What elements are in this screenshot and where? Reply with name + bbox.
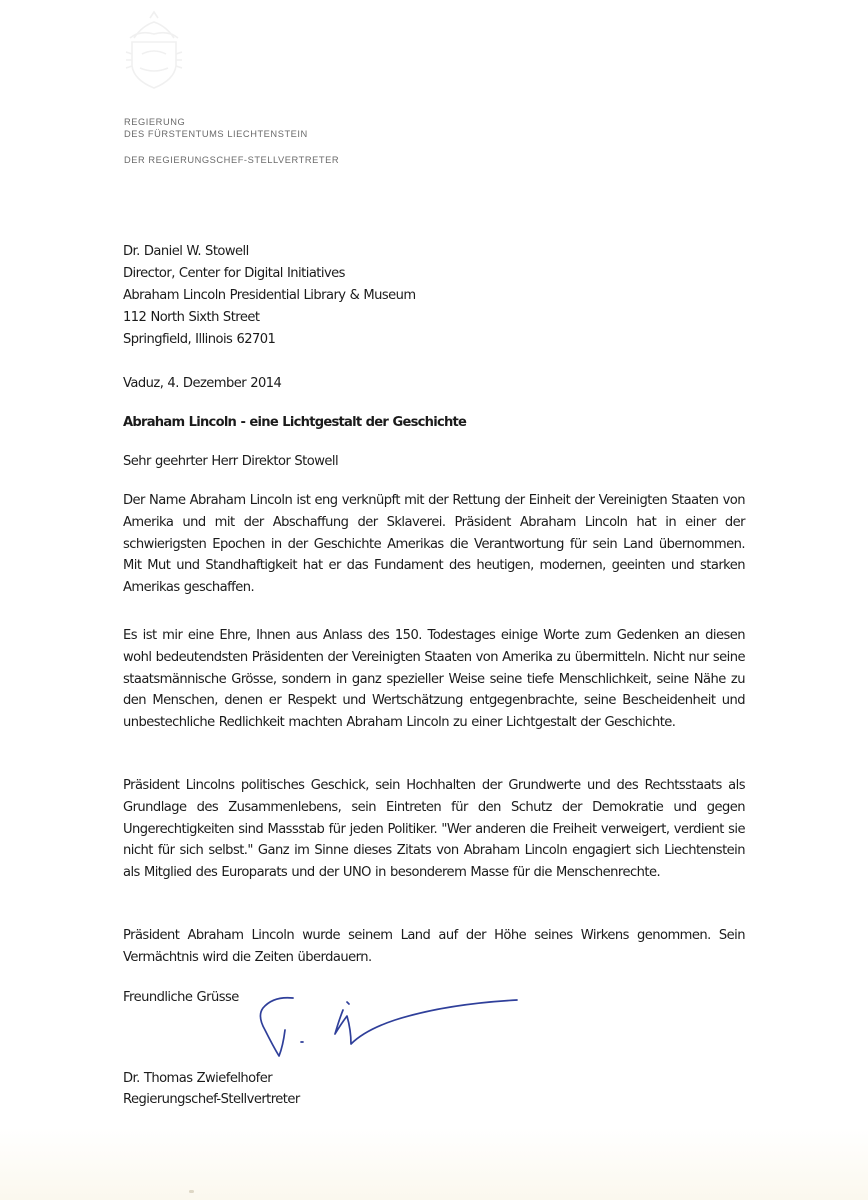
closing: Freundliche Grüsse bbox=[123, 990, 239, 1005]
recipient-organization: Abraham Lincoln Presidential Library & Museum bbox=[123, 288, 416, 303]
recipient-address bbox=[123, 241, 416, 351]
paragraph-2: Es ist mir eine Ehre, Ihnen aus Anlass des 150. Todestages einige Worte zum Gedenken an diesen wohl bedeutendsten Präsidenten der Vereinigten Staaten von Amerika zu übermitteln. Nicht nur seine staatsmännische Grösse, sondern in ganz spezieller Weise seine tiefe Menschlichkeit, seine Nähe zu den Menschen, denen er Respekt und Wertschätzung entgegenbrachte, seine Bescheidenheit und unbestechliche Redlichkeit machten Abraham Lincoln zu einer Lichtgestalt der Geschichte. bbox=[123, 628, 745, 731]
date-line: Vaduz, 4. Dezember 2014 bbox=[123, 376, 282, 391]
scan-speck bbox=[189, 1190, 194, 1193]
coat-of-arms-icon bbox=[120, 8, 188, 92]
letterhead bbox=[124, 117, 339, 167]
letterhead-line-2: DES FÜRSTENTUMS LIECHTENSTEIN bbox=[124, 128, 308, 139]
signer-title: Regierungschef-Stellvertreter bbox=[123, 1092, 300, 1107]
recipient-title: Director, Center for Digital Initiatives bbox=[123, 266, 345, 281]
letterhead-line-1: REGIERUNG bbox=[124, 117, 186, 127]
recipient-street: 112 North Sixth Street bbox=[123, 310, 260, 325]
recipient-city: Springfield, Illinois 62701 bbox=[123, 332, 276, 347]
signer-block bbox=[123, 1068, 300, 1110]
recipient-name: Dr. Daniel W. Stowell bbox=[123, 244, 249, 259]
letterhead-office: DER REGIERUNGSCHEF-STELLVERTRETER bbox=[124, 155, 340, 165]
signer-name: Dr. Thomas Zwiefelhofer bbox=[123, 1071, 273, 1086]
paragraph-4: Präsident Abraham Lincoln wurde seinem Land auf der Höhe seines Wirkens genommen. Sein Vermächtnis wird die Zeiten überdauern. bbox=[123, 928, 745, 965]
paragraph-1: Der Name Abraham Lincoln ist eng verknüpft mit der Rettung der Einheit der Vereinigten Staaten von Amerika und mit der Abschaffung der Sklaverei. Präsident Abraham Lincoln hat in einer der schwierigsten Epochen in der Geschichte Amerikas die Verantwortung für sein Land übernommen. Mit Mut und Standhaftigkeit hat er das Fundament des heutigen, modernen, geeinten und starken Amerikas geschaffen. bbox=[123, 493, 745, 596]
paragraph-3: Präsident Lincolns politisches Geschick, sein Hochhalten der Grundwerte und des Rechtsstaats als Grundlage des Zusammenlebens, sein Eintreten für den Schutz der Demokratie und gegen Ungerechtigkeiten sind Massstab für jeden Politiker. "Wer anderen die Freiheit verweigert, verdient sie nicht für sich selbst." Ganz im Sinne dieses Zitats von Abraham Lincoln engagiert sich Liechtenstein als Mitglied des Europarats und der UNO in besonderem Masse für die Menschenrechte. bbox=[123, 778, 745, 881]
subject-line: Abraham Lincoln - eine Lichtgestalt der Geschichte bbox=[123, 415, 467, 430]
handwritten-signature-icon bbox=[255, 990, 535, 1070]
salutation: Sehr geehrter Herr Direktor Stowell bbox=[123, 454, 339, 469]
